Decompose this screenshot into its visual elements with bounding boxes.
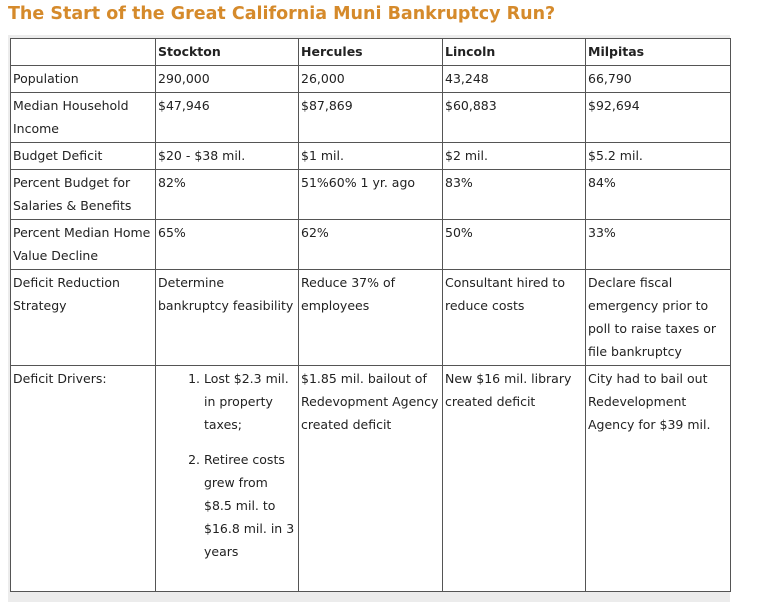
- header-cell: [11, 39, 156, 66]
- row-label: Percent Median Home Value Decline: [11, 220, 156, 270]
- row-label: Budget Deficit: [11, 143, 156, 170]
- table-cell: 51%60% 1 yr. ago: [299, 170, 443, 220]
- table-cell: $1 mil.: [299, 143, 443, 170]
- page-title: The Start of the Great California Muni Bankruptcy Run?: [8, 4, 556, 24]
- table-cell: 290,000: [156, 66, 299, 93]
- table-cell: 50%: [443, 220, 586, 270]
- table-cell: 84%: [586, 170, 731, 220]
- table-cell: $1.85 mil. bailout of Redevopment Agency created deficit: [299, 366, 443, 592]
- row-label: Deficit Drivers:: [11, 366, 156, 592]
- table-cell: $2 mil.: [443, 143, 586, 170]
- table-header-row: [11, 39, 731, 66]
- table-cell: Determine bankruptcy feasibility: [156, 270, 299, 366]
- table-row-home-value: [11, 220, 731, 270]
- table-cell: 33%: [586, 220, 731, 270]
- row-label: Deficit Reduction Strategy: [11, 270, 156, 366]
- table-cell: $87,869: [299, 93, 443, 143]
- table-cell: City had to bail out Redevelopment Agency for $39 mil.: [586, 366, 731, 592]
- list-item: 2. Retiree costs grew from $8.5 mil. to $16.8 mil. in 3 years: [204, 448, 297, 563]
- table-cell: $47,946: [156, 93, 299, 143]
- table-cell: Declare fiscal emergency prior to poll to raise taxes or file bankruptcy: [586, 270, 731, 366]
- header-cell-milpitas: Milpitas: [586, 39, 731, 66]
- row-label: Median Household Income: [11, 93, 156, 143]
- table-row-budget-deficit: [11, 143, 731, 170]
- header-cell-stockton: Stockton: [156, 39, 299, 66]
- table-row-strategy: [11, 270, 731, 366]
- table-row-population: [11, 66, 731, 93]
- row-label: Percent Budget for Salaries & Benefits: [11, 170, 156, 220]
- table-row-drivers: [11, 366, 731, 592]
- header-cell-hercules: Hercules: [299, 39, 443, 66]
- table-cell: $20 - $38 mil.: [156, 143, 299, 170]
- table-cell: Consultant hired to reduce costs: [443, 270, 586, 366]
- table-cell: 82%: [156, 170, 299, 220]
- table-cell: 83%: [443, 170, 586, 220]
- table-cell-stockton-drivers: [156, 366, 299, 592]
- drivers-list: [158, 367, 297, 563]
- header-cell-lincoln: Lincoln: [443, 39, 586, 66]
- table-cell: $92,694: [586, 93, 731, 143]
- table-cell: $60,883: [443, 93, 586, 143]
- table-cell: 43,248: [443, 66, 586, 93]
- table-row-median-income: [11, 93, 731, 143]
- table-cell: 62%: [299, 220, 443, 270]
- table-cell: 65%: [156, 220, 299, 270]
- row-label: Population: [11, 66, 156, 93]
- table-cell: 26,000: [299, 66, 443, 93]
- comparison-table: [10, 38, 731, 592]
- table-row-salaries: [11, 170, 731, 220]
- list-item: 1. Lost $2.3 mil. in property taxes;: [204, 367, 297, 436]
- table-cell: New $16 mil. library created deficit: [443, 366, 586, 592]
- table-cell: $5.2 mil.: [586, 143, 731, 170]
- table-container: [8, 35, 730, 602]
- table-cell: Reduce 37% of employees: [299, 270, 443, 366]
- table-cell: 66,790: [586, 66, 731, 93]
